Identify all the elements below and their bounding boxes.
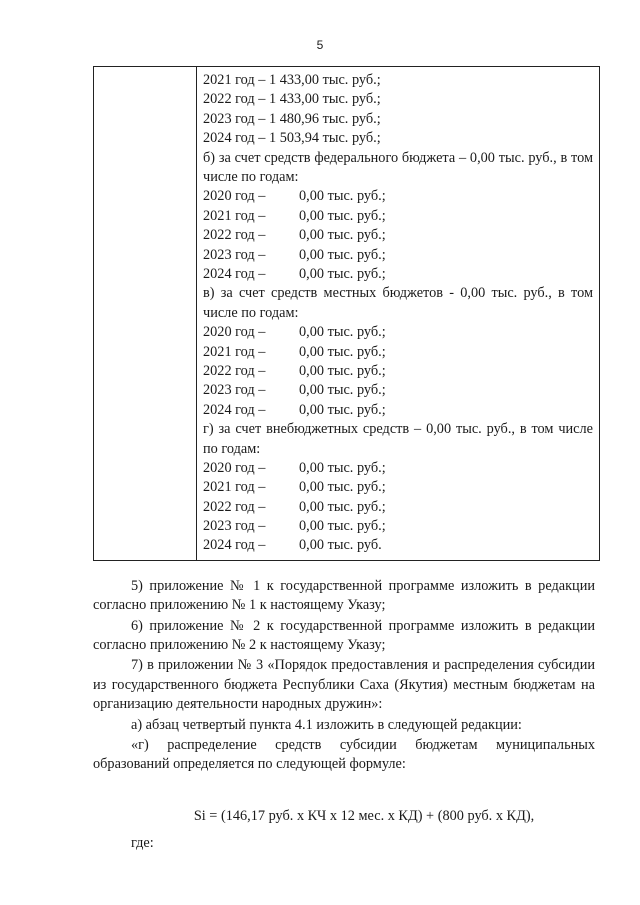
local-year-row [203, 323, 593, 342]
local-budget-heading: в) за счет средств местных бюджетов - 0,00 тыс. руб., в том числе по годам: [203, 285, 593, 321]
year-label: 2020 год – [203, 324, 266, 341]
year-amount: 0,00 тыс. руб.; [299, 207, 386, 224]
year-amount: 0,00 тыс. руб. [299, 537, 382, 554]
year-label: 2022 год – [203, 227, 266, 244]
year-amount: 0,00 тыс. руб.; [299, 343, 386, 360]
year-label: 2024 год – [203, 265, 266, 282]
year-label: 2023 год – [203, 382, 266, 399]
year-label: 2024 год – [203, 537, 266, 554]
year-amount: 0,00 тыс. руб.; [299, 498, 386, 515]
document-body [93, 577, 595, 853]
year-amount: 0,00 тыс. руб.; [299, 246, 386, 263]
extra-year-row [203, 459, 593, 478]
extra-year-row [203, 478, 593, 497]
paragraph-item-6: 6) приложение № 2 к государственной программе изложить в редакции согласно приложению № 2 к настоящему Указу; [93, 617, 595, 654]
year-label: 2024 год – [203, 401, 266, 418]
funding-line: 2022 год – 1 433,00 тыс. руб.; [203, 91, 381, 108]
year-amount: 0,00 тыс. руб.; [299, 227, 386, 244]
year-amount: 0,00 тыс. руб.; [299, 265, 386, 282]
year-label: 2023 год – [203, 518, 266, 535]
paragraph-subitem-g: «г) распределение средств субсидии бюджетам муниципальных образований определяется по следующей формуле: [93, 736, 595, 773]
paragraph-subitem-a: а) абзац четвертый пункта 4.1 изложить в следующей редакции: [131, 716, 522, 733]
paragraph-item-7: 7) в приложении № 3 «Порядок предоставления и распределения субсидии из государственного бюджета Республики Саха (Якутия) местным бюджетам на организацию деятельности народных дружин»: [93, 657, 595, 713]
local-year-row [203, 343, 593, 362]
year-amount: 0,00 тыс. руб.; [299, 188, 386, 205]
year-amount: 0,00 тыс. руб.; [299, 479, 386, 496]
year-amount: 0,00 тыс. руб.; [299, 382, 386, 399]
year-amount: 0,00 тыс. руб.; [299, 324, 386, 341]
table-right-cell [203, 71, 593, 556]
federal-year-row [203, 226, 593, 245]
extra-year-row [203, 536, 593, 555]
funding-line: 2024 год – 1 503,94 тыс. руб.; [203, 130, 381, 147]
federal-budget-heading: б) за счет средств федерального бюджета – 0,00 тыс. руб., в том числе по годам: [203, 149, 593, 185]
year-amount: 0,00 тыс. руб.; [299, 459, 386, 476]
extra-year-row [203, 498, 593, 517]
paragraph-item-5: 5) приложение № 1 к государственной программе изложить в редакции согласно приложению № 1 к настоящему Указу; [93, 578, 595, 614]
year-label: 2021 год – [203, 207, 266, 224]
local-year-row [203, 401, 593, 420]
year-label: 2020 год – [203, 188, 266, 205]
extra-year-row [203, 517, 593, 536]
local-year-row [203, 362, 593, 381]
federal-year-row [203, 246, 593, 265]
formula-where-label: где: [131, 835, 154, 852]
year-label: 2023 год – [203, 246, 266, 263]
year-label: 2020 год – [203, 459, 266, 476]
year-amount: 0,00 тыс. руб.; [299, 518, 386, 535]
federal-year-row [203, 265, 593, 284]
year-label: 2022 год – [203, 362, 266, 379]
funding-line: 2023 год – 1 480,96 тыс. руб.; [203, 110, 381, 127]
extrabudget-heading: г) за счет внебюджетных средств – 0,00 тыс. руб., в том числе по годам: [203, 421, 593, 457]
year-label: 2021 год – [203, 343, 266, 360]
funding-line: 2021 год – 1 433,00 тыс. руб.; [203, 72, 381, 88]
page-number: 5 [316, 38, 324, 52]
year-label: 2022 год – [203, 498, 266, 515]
budget-table [93, 66, 600, 561]
local-year-row [203, 381, 593, 400]
distribution-formula: Si = (146,17 руб. х КЧ х 12 мес. х КД) + (800 руб. х КД), [193, 807, 535, 824]
federal-year-row [203, 207, 593, 226]
year-amount: 0,00 тыс. руб.; [299, 401, 386, 418]
table-column-divider [196, 67, 197, 560]
federal-year-row [203, 187, 593, 206]
year-label: 2021 год – [203, 479, 266, 496]
year-amount: 0,00 тыс. руб.; [299, 362, 386, 379]
